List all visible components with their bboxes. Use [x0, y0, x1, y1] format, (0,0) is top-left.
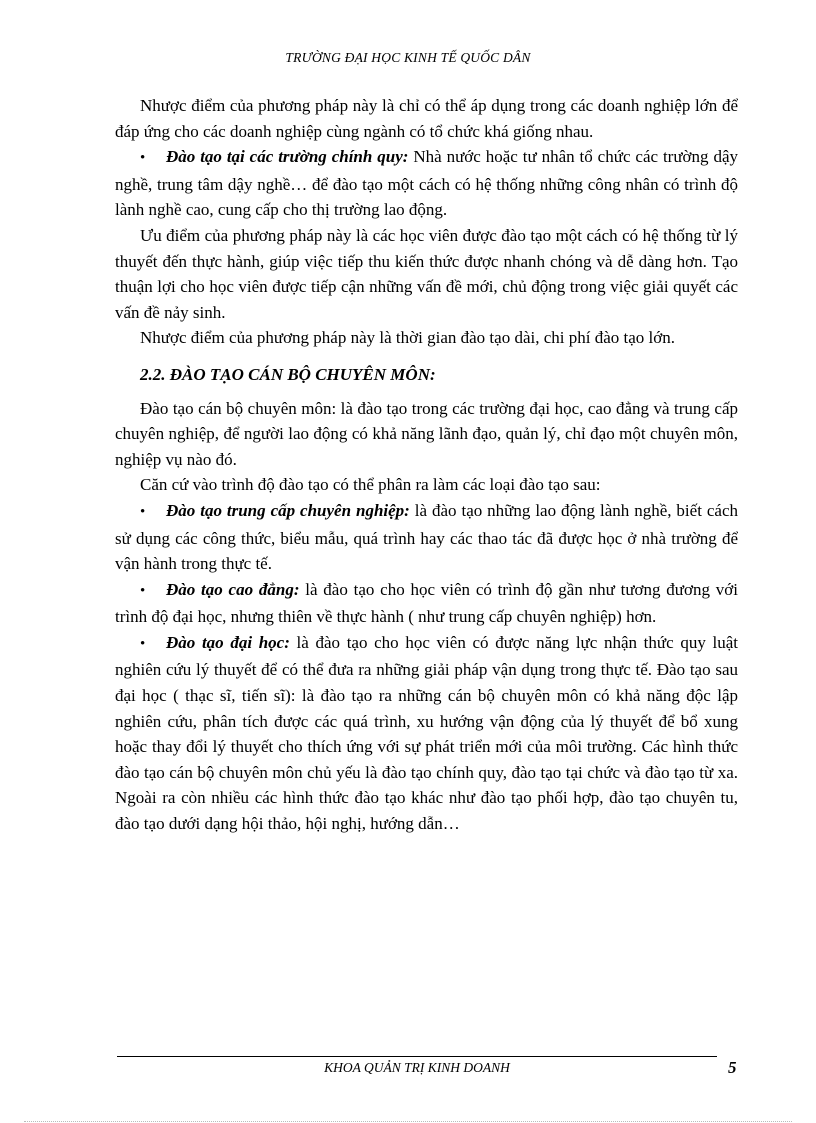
bullet-title: Đào tạo trung cấp chuyên nghiệp: [166, 500, 410, 520]
bullet-icon: • [140, 150, 146, 167]
page-content [115, 93, 738, 837]
bullet-icon: • [140, 582, 146, 599]
bullet-item [115, 144, 738, 223]
paragraph: Căn cứ vào trình độ đào tạo có thể phân ra làm các loại đào tạo sau: [140, 475, 601, 495]
paragraph: Nhược điểm của phương pháp này là chỉ có thể áp dụng trong các doanh nghiệp lớn để đáp ứng cho các doanh nghiệp cùng ngành có tổ chức khá giống nhau. [115, 96, 738, 141]
bullet-text: là đào tạo cho học viên có được năng lực nhận thức quy luật nghiên cứu lý thuyết để có thể đưa ra những giải pháp vận dụng trong thực tế. Đào tạo sau đại học ( thạc sĩ, tiến sĩ): là đào tạo ra những cán bộ chuyên môn có khả năng độc lập nghiên cứu, phân tích được các quá trình, xu hướng vận động của lý thuyết để bổ xung hoặc thay đổi lý thuyết cho thích ứng với sự phát triển mới của môi trường. Các hình thức đào tạo cán bộ chuyên môn chủ yếu là đào tạo chính quy, đào tạo tại chức và đào tạo từ xa. Ngoài ra còn nhiều các hình thức đào tạo khác như đào tạo phối hợp, đào tạo chuyên tu, đào tạo dưới dạng hội thảo, hội nghị, hướng dẫn… [115, 632, 738, 834]
footer-title: KHOA QUẢN TRỊ KINH DOANH [324, 1060, 510, 1075]
bullet-icon: • [140, 503, 146, 520]
footer-divider [117, 1056, 717, 1057]
bullet-item [115, 498, 738, 577]
page-number: 5 [728, 1058, 737, 1077]
bullet-text: là đào tạo những lao động lành nghề, biết cách sử dụng các công thức, biểu mẫu, quá trình hay các thao tác đã được học ở nhà trường để vận hành trong thực tế. [115, 500, 738, 574]
bullet-icon: • [140, 635, 146, 652]
page-bottom-border [24, 1121, 792, 1122]
paragraph: Ưu điểm của phương pháp này là các học viên được đào tạo một cách có hệ thống từ lý thuyết đến thực hành, giúp việc tiếp thu kiến thức được nhanh chóng và dễ dàng hơn. Tạo thuận lợi cho học viên được tiếp cận những vấn đề mới, chủ động trong việc giải quyết các vấn đề nảy sinh. [115, 225, 738, 322]
bullet-title: Đào tạo đại học: [166, 632, 290, 652]
page-header: TRƯỜNG ĐẠI HỌC KINH TẾ QUỐC DÂN [285, 50, 531, 65]
paragraph: Đào tạo cán bộ chuyên môn: là đào tạo trong các trường đại học, cao đẳng và trung cấp chuyên nghiệp, để người lao động có khả năng lãnh đạo, quản lý, chỉ đạo một chuyên môn, nghiệp vụ nào đó. [115, 398, 738, 469]
section-heading: 2.2. ĐÀO TẠO CÁN BỘ CHUYÊN MÔN: [140, 364, 436, 384]
bullet-item [115, 577, 738, 630]
bullet-item [115, 630, 738, 837]
bullet-text: Nhà nước hoặc tư nhân tổ chức các trường dậy nghề, trung tâm dậy nghề… để đào tạo một cách có hệ thống những công nhân có trình độ lành nghề cao, cung cấp cho thị trường lao động. [115, 147, 738, 220]
bullet-title: Đào tạo cao đẳng: [166, 579, 300, 599]
bullet-title: Đào tạo tại các trường chính quy: [166, 147, 409, 167]
bullet-text: là đào tạo cho học viên có trình độ gần như tương đương với trình độ đại học, nhưng thiên về thực hành ( như trung cấp chuyên nghiệp) hơn. [115, 579, 738, 627]
paragraph: Nhược điểm của phương pháp này là thời gian đào tạo dài, chi phí đào tạo lớn. [140, 328, 675, 348]
